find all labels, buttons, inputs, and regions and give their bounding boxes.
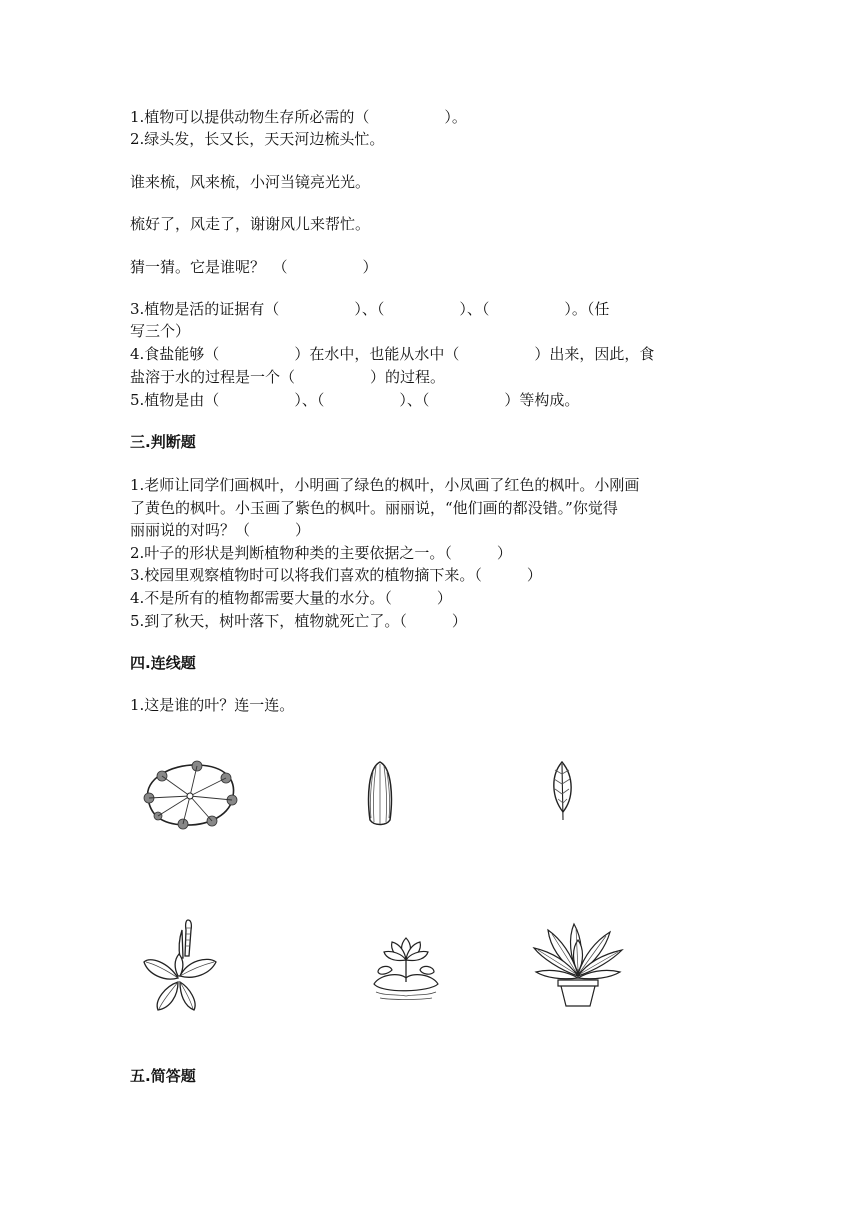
judgement-q1-line3: 丽丽说的对吗？（ ） bbox=[130, 521, 311, 539]
plantain-plant-image bbox=[138, 916, 220, 1014]
lotus-flower-image bbox=[370, 932, 442, 1002]
judgement-q2: 2.叶子的形状是判断植物种类的主要依据之一。（ ） bbox=[130, 544, 512, 562]
fill-in-q5: 5.植物是由（ ）、（ ）、（ ）等构成。 bbox=[130, 391, 580, 409]
potted-plant-image bbox=[530, 918, 626, 1012]
fill-in-q4-line2: 盐溶于水的过程是一个（ ）的过程。 bbox=[130, 368, 446, 386]
section-heading-matching: 四.连线题 bbox=[130, 654, 196, 672]
oval-leaf-image bbox=[546, 758, 578, 824]
fill-in-q2-line4: 猜一猜。它是谁呢？ （ ） bbox=[130, 258, 378, 276]
fill-in-q3-line1: 3.植物是活的证据有（ ）、（ ）、（ ）。（任 bbox=[130, 300, 610, 318]
judgement-q3: 3.校园里观察植物时可以将我们喜欢的植物摘下来。（ ） bbox=[130, 566, 542, 584]
fill-in-q2-line1: 2.绿头发，长又长，天天河边梳头忙。 bbox=[130, 130, 385, 148]
lotus-leaf-image bbox=[140, 758, 240, 830]
section-heading-judgement: 三.判断题 bbox=[130, 433, 196, 451]
judgement-q1-line1: 1.老师让同学们画枫叶，小明画了绿色的枫叶，小凤画了红色的枫叶。小刚画 bbox=[130, 476, 640, 494]
matching-q1: 1.这是谁的叶？连一连。 bbox=[130, 696, 295, 714]
fill-in-q4-line1: 4.食盐能够（ ）在水中，也能从水中（ ）出来，因此，食 bbox=[130, 345, 655, 363]
fill-in-q2-line3: 梳好了，风走了，谢谢风儿来帮忙。 bbox=[130, 215, 371, 233]
fill-in-q3-line2: 写三个） bbox=[130, 322, 191, 340]
fill-in-q1: 1.植物可以提供动物生存所必需的（ ）。 bbox=[130, 108, 467, 126]
narrow-leaf-image bbox=[362, 758, 398, 828]
judgement-q1-line2: 了黄色的枫叶。小玉画了紫色的枫叶。丽丽说，“他们画的都没错。”你觉得 bbox=[130, 499, 618, 517]
section-heading-short-answer: 五.简答题 bbox=[130, 1067, 196, 1085]
judgement-q4: 4.不是所有的植物都需要大量的水分。（ ） bbox=[130, 589, 452, 607]
fill-in-q2-line2: 谁来梳，风来梳，小河当镜亮光光。 bbox=[130, 173, 371, 191]
judgement-q5: 5.到了秋天，树叶落下，植物就死亡了。（ ） bbox=[130, 612, 467, 630]
